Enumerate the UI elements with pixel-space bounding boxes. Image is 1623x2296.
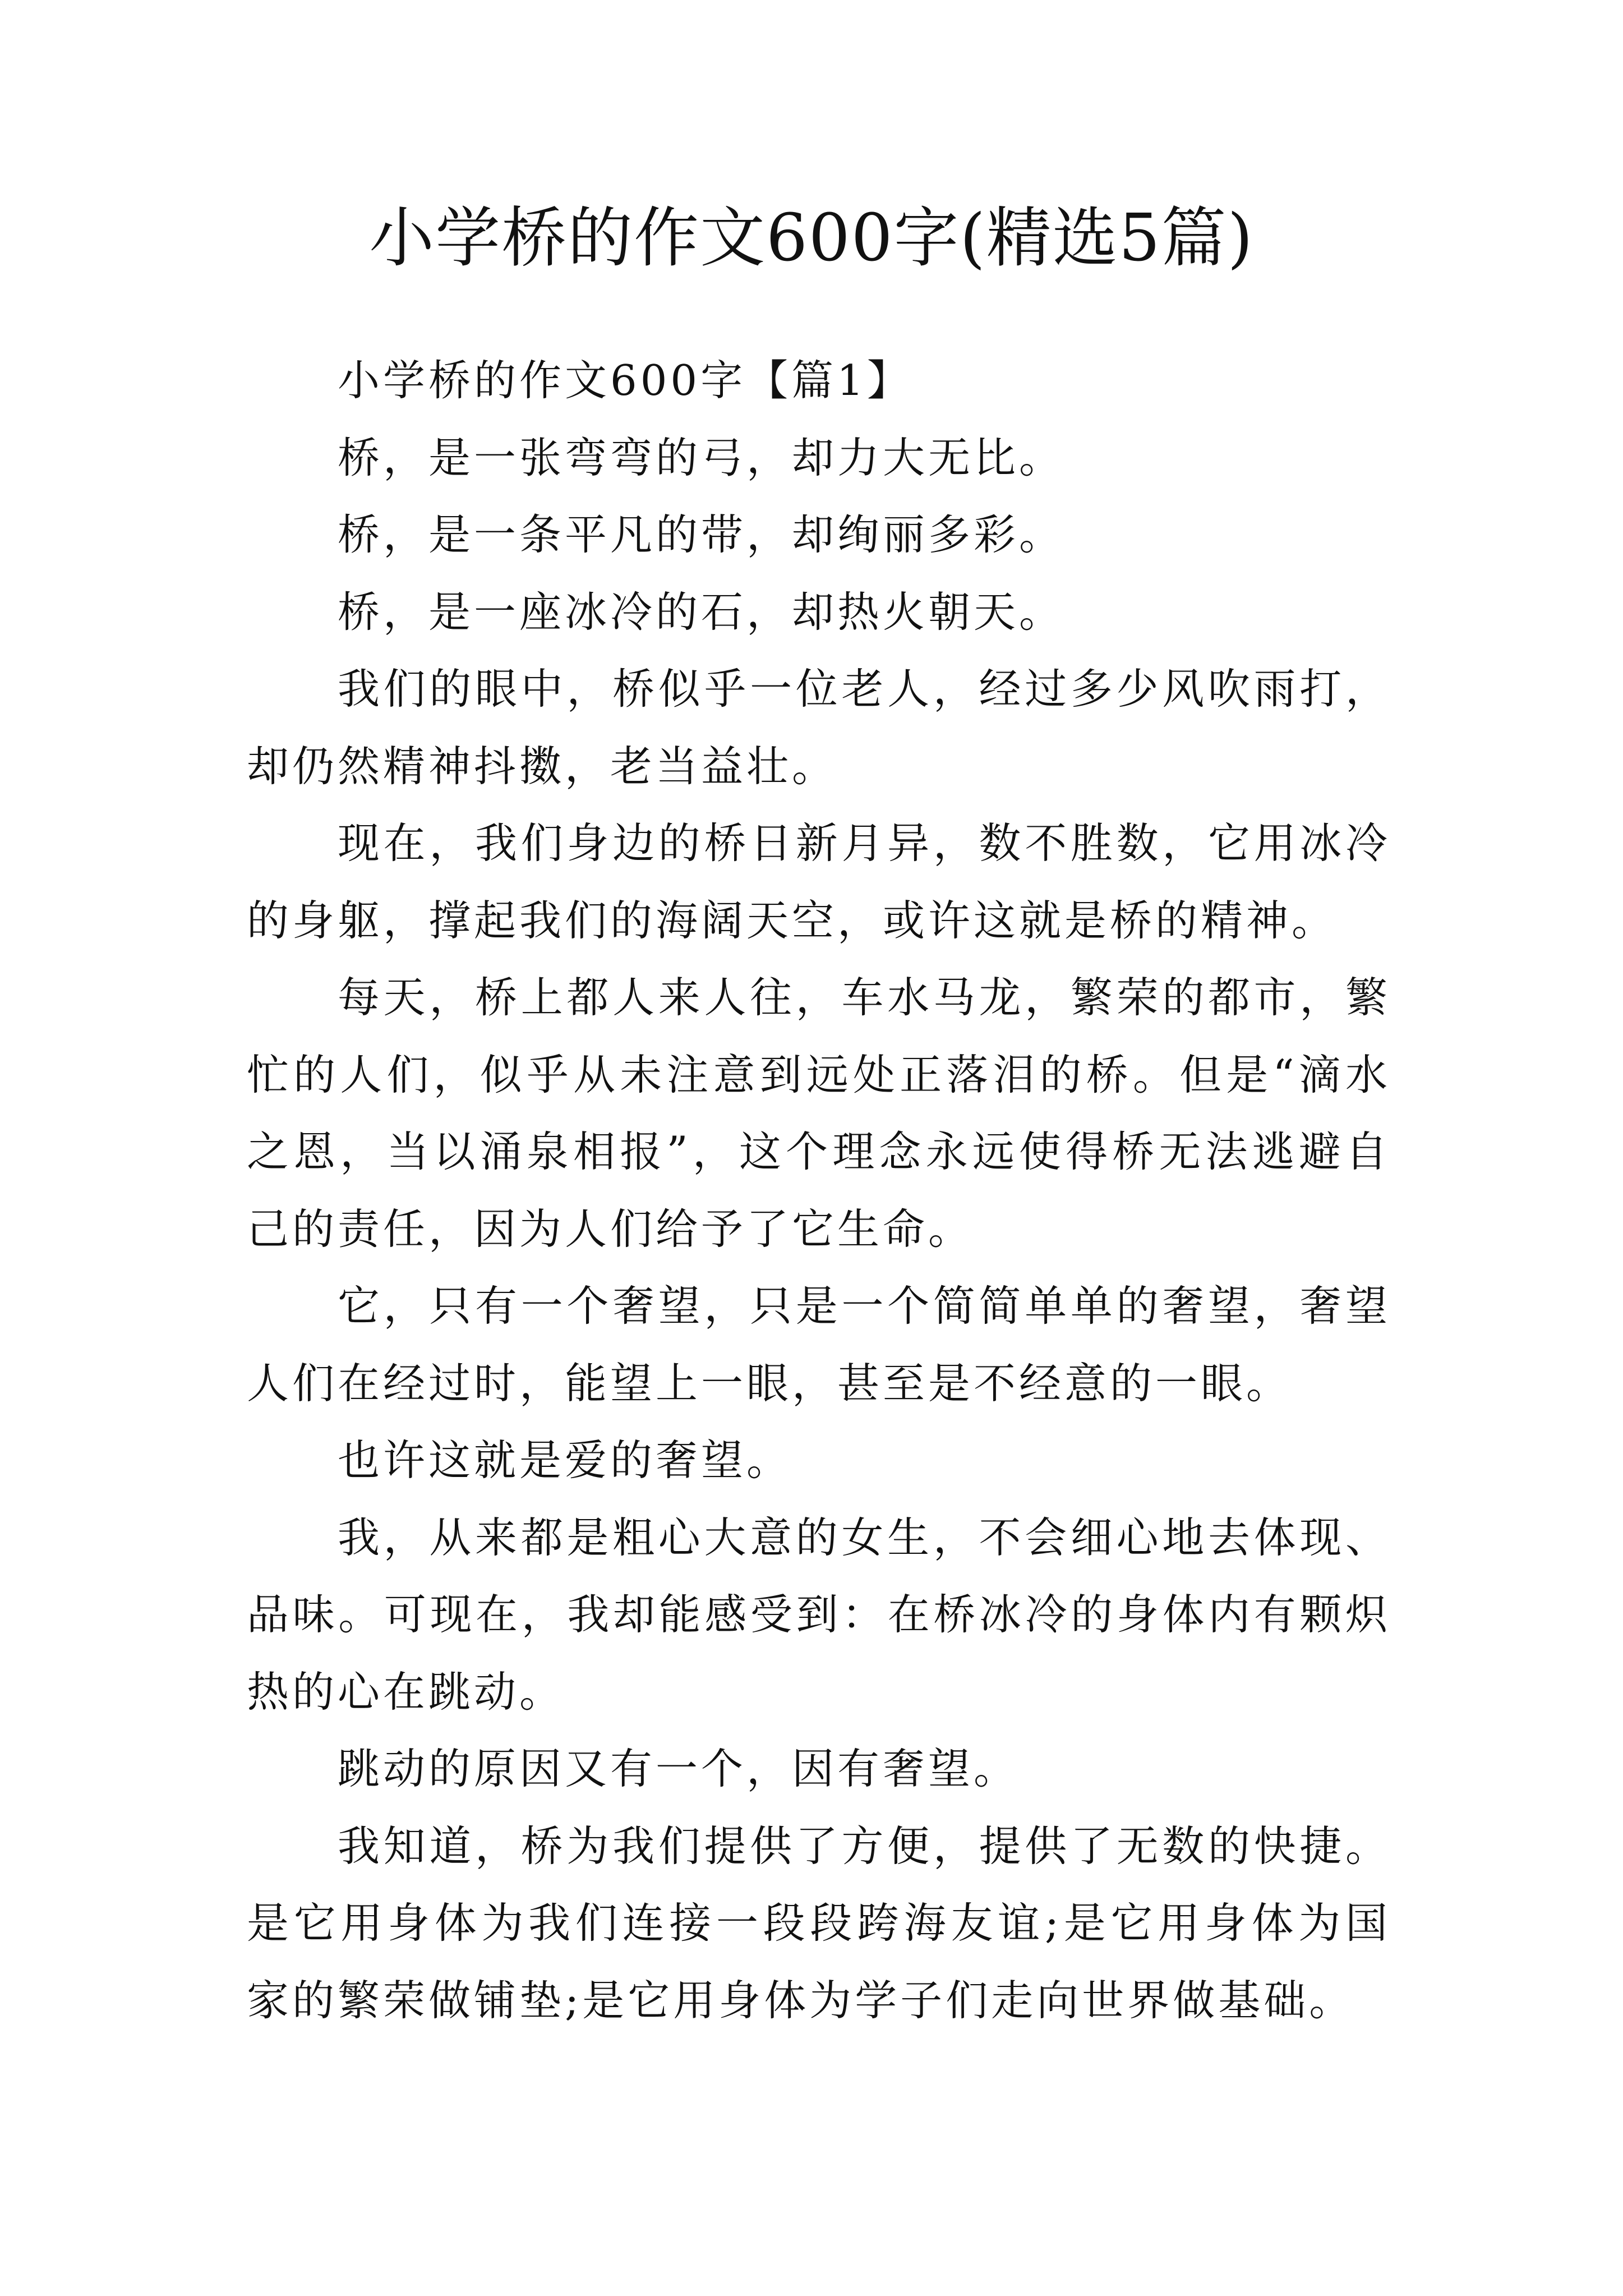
paragraph-section-heading: 小学桥的作文600字【篇1】 bbox=[338, 356, 912, 405]
paragraph: 跳动的原因又有一个，因有奢望。 bbox=[338, 1744, 1020, 1793]
document-body bbox=[247, 342, 1391, 2039]
paragraph: 桥，是一座冰冷的石，却热火朝天。 bbox=[338, 587, 1065, 637]
paragraph: 我们的眼中，桥似乎一位老人，经过多少风吹雨打，却仍然精神抖擞，老当益壮。 bbox=[247, 664, 1391, 791]
document-title: 小学桥的作文600字(精选5篇) bbox=[369, 200, 1254, 276]
paragraph: 我知道，桥为我们提供了方便，提供了无数的快捷。是它用身体为我们连接一段段跨海友谊;是它用身体为国家的繁荣做铺垫;是它用身体为学子们走向世界做基础。 bbox=[247, 1821, 1391, 2025]
paragraph: 也许这就是爱的奢望。 bbox=[338, 1435, 792, 1485]
paragraph: 每天，桥上都人来人往，车水马龙，繁荣的都市，繁忙的人们，似乎从未注意到远处正落泪的桥。但是“滴水之恩，当以涌泉相报”，这个理念永远使得桥无法逃避自己的责任，因为人们给予了它生命。 bbox=[247, 973, 1391, 1254]
paragraph: 现在，我们身边的桥日新月异，数不胜数，它用冰冷的身躯，撑起我们的海阔天空，或许这就是桥的精神。 bbox=[247, 818, 1391, 945]
paragraph: 我，从来都是粗心大意的女生，不会细心地去体现、品味。可现在，我却能感受到：在桥冰冷的身体内有颗炽热的心在跳动。 bbox=[247, 1512, 1391, 1717]
paragraph: 桥，是一条平凡的带，却绚丽多彩。 bbox=[338, 510, 1065, 559]
paragraph: 桥，是一张弯弯的弓，却力大无比。 bbox=[338, 432, 1065, 482]
paragraph: 它，只有一个奢望，只是一个简简单单的奢望，奢望人们在经过时，能望上一眼，甚至是不经意的一眼。 bbox=[247, 1281, 1391, 1408]
